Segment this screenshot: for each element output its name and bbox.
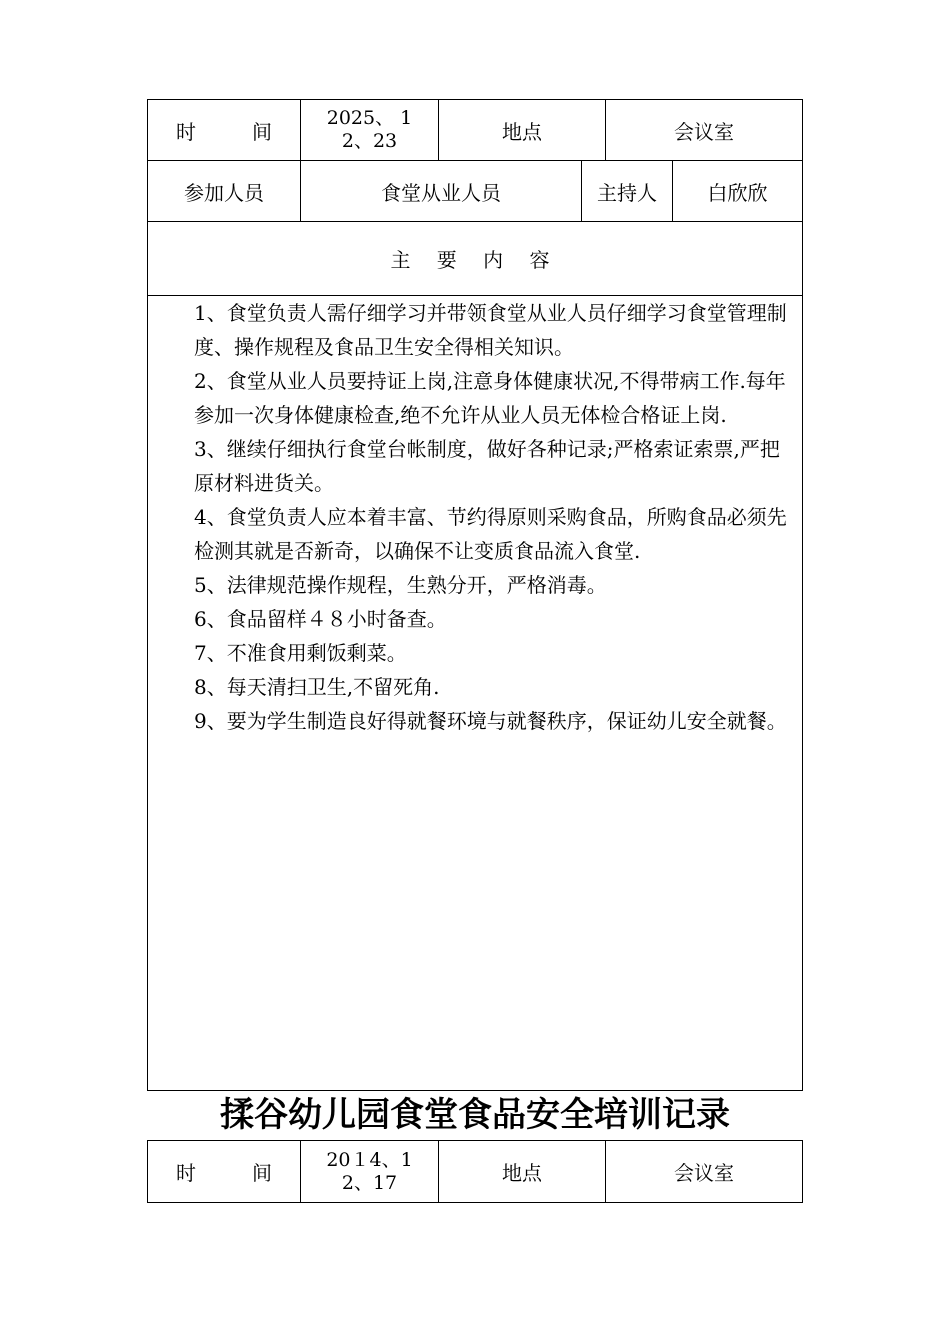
host-value: 白欣欣 <box>707 180 768 205</box>
content-item: 7、不准食用剩饭剩菜。 <box>194 641 407 665</box>
host-label: 主持人 <box>582 161 673 221</box>
time-place-row-2 <box>148 1141 802 1202</box>
content-item: 4、食堂负责人应本着丰富、节约得原则采购食品，所购食品必须先检测其就是否新奇，以确保不让变质食品流入食堂. <box>194 505 787 563</box>
content-item: 6、食品留样４８小时备查。 <box>194 607 447 631</box>
time-label <box>148 100 301 160</box>
content-body <box>148 296 802 738</box>
participants-label: 参加人员 <box>148 161 301 221</box>
time-value-2: 20１4、1 2、17 <box>301 1141 439 1202</box>
content-item: 1、食堂负责人需仔细学习并带领食堂从业人员仔细学习食堂管理制度、操作规程及食品卫生安全得相关知识。 <box>194 301 787 359</box>
content-item: 2、食堂从业人员要持证上岗,注意身体健康状况,不得带病工作.每年参加一次身体健康检查,绝不允许从业人员无体检合格证上岗. <box>194 369 786 427</box>
place-label: 地点 <box>439 100 606 160</box>
place-label-2: 地点 <box>439 1141 606 1202</box>
time-label-char-1: 时 <box>176 1161 196 1185</box>
place-value: 会议室 <box>674 119 734 144</box>
training-record-table-2 <box>147 1140 803 1203</box>
time-label-char-1: 时 <box>176 119 196 144</box>
place-value-2: 会议室 <box>674 1161 734 1185</box>
content-item: 5、法律规范操作规程，生熟分开，严格消毒。 <box>194 573 607 597</box>
content-item: 9、要为学生制造良好得就餐环境与就餐秩序，保证幼儿安全就餐。 <box>194 709 787 733</box>
time-label-char-2: 间 <box>252 119 272 144</box>
participants-value: 食堂从业人员 <box>301 161 582 221</box>
training-record-table-1 <box>147 99 803 1091</box>
content-heading: 主 要 内 容 <box>148 222 802 296</box>
time-value: 2025、 1 2、23 <box>301 100 439 160</box>
participants-row <box>148 161 802 222</box>
content-item: 3、继续仔细执行食堂台帐制度，做好各种记录;严格索证索票,严把原材料进货关。 <box>194 437 780 495</box>
time-place-row <box>148 100 802 161</box>
time-label-char-2: 间 <box>252 1161 272 1185</box>
time-label-2 <box>148 1141 301 1202</box>
document-title: 揉谷幼儿园食堂食品安全培训记录 <box>220 1095 730 1135</box>
content-row <box>148 222 802 1090</box>
content-item: 8、每天清扫卫生,不留死角. <box>194 675 440 699</box>
